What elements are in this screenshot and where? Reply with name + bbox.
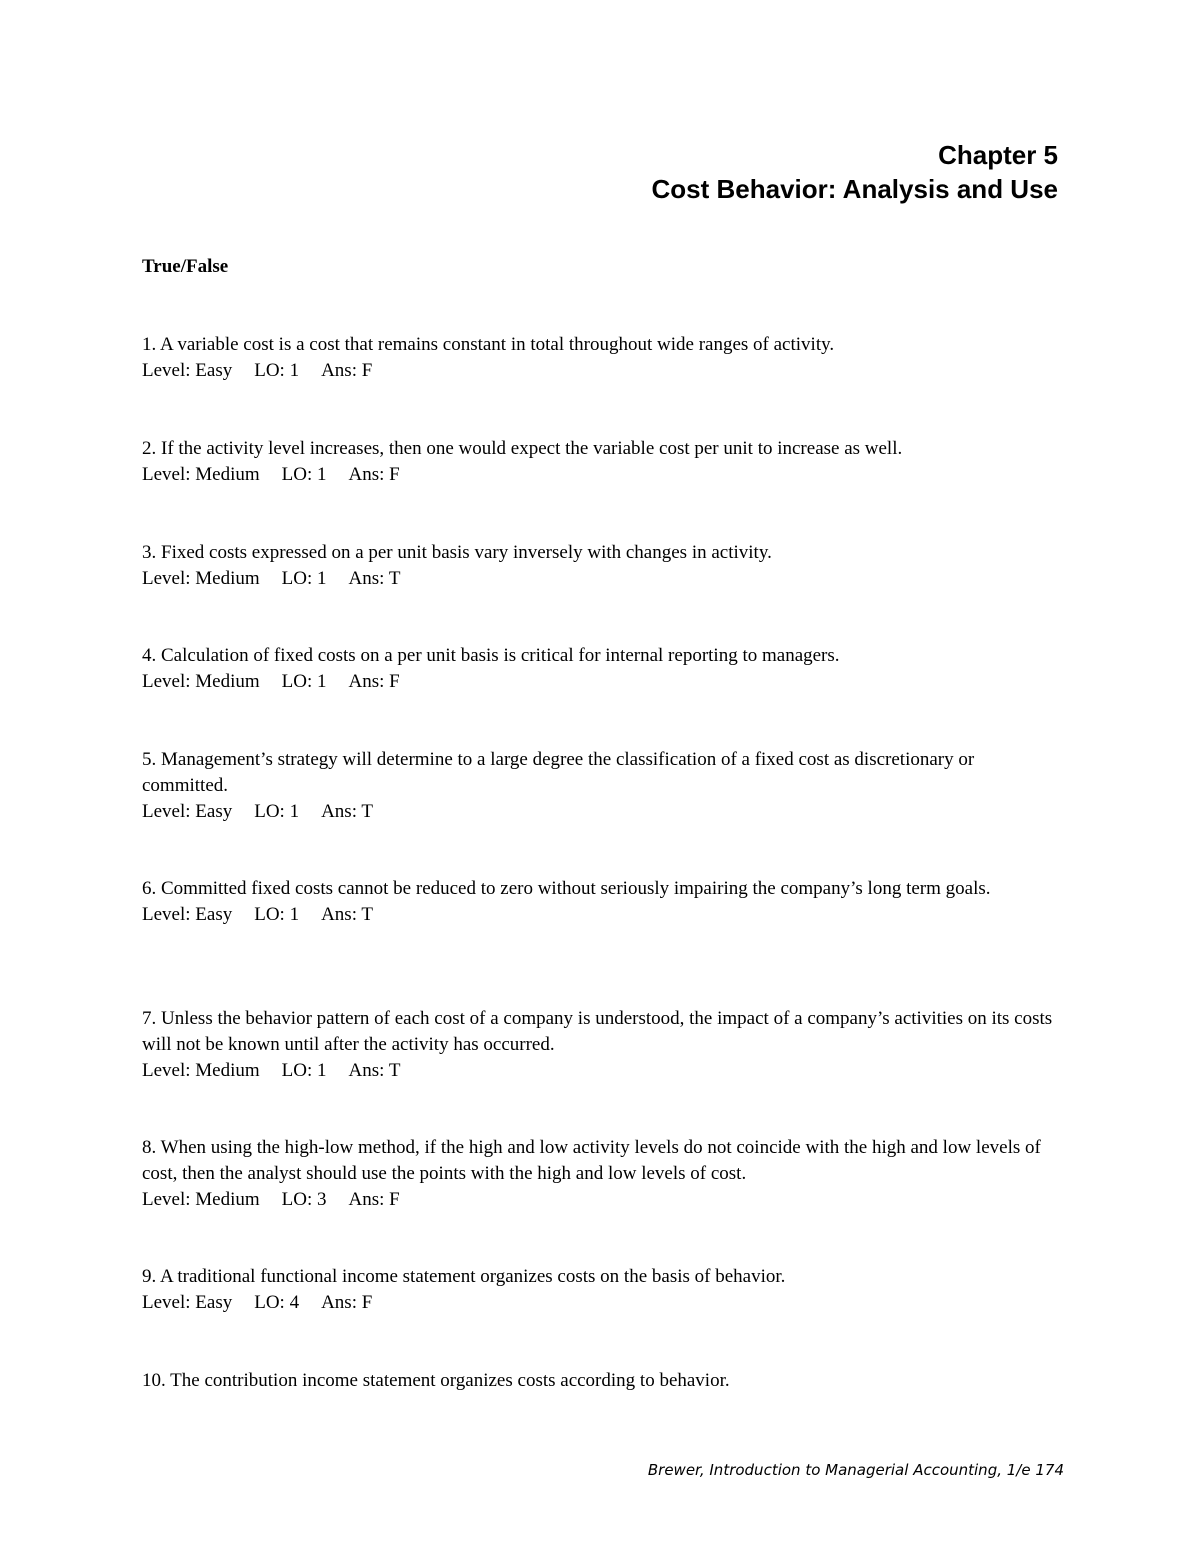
question-text: 9. A traditional functional income statement organizes costs on the basis of behavior. <box>142 1266 786 1287</box>
question-lo: LO: 1 <box>281 671 327 692</box>
question-meta <box>142 902 1062 928</box>
chapter-title: Cost Behavior: Analysis and Use <box>651 174 1058 204</box>
question-level: Level: Medium <box>142 1060 260 1081</box>
question-2 <box>142 436 1062 488</box>
question-level: Level: Medium <box>142 1189 260 1210</box>
question-meta <box>142 669 1062 695</box>
section-heading: True/False <box>142 256 229 277</box>
question-1 <box>142 332 1062 384</box>
question-answer: Ans: T <box>348 568 401 589</box>
question-level: Level: Medium <box>142 464 260 485</box>
question-answer: Ans: F <box>348 671 400 692</box>
chapter-header <box>652 138 1059 206</box>
question-6 <box>142 876 1062 928</box>
question-text: 4. Calculation of fixed costs on a per unit basis is critical for internal reporting to managers. <box>142 645 840 666</box>
question-meta <box>142 799 1062 825</box>
question-text: 5. Management’s strategy will determine to a large degree the classification of a fixed cost as discretionary or committed. <box>142 749 975 796</box>
chapter-number: Chapter 5 <box>938 140 1058 170</box>
question-meta <box>142 1058 1062 1084</box>
question-level: Level: Easy <box>142 1292 233 1313</box>
question-meta <box>142 358 1062 384</box>
question-meta <box>142 462 1062 488</box>
question-text: 7. Unless the behavior pattern of each cost of a company is understood, the impact of a company’s activities on its costs will not be known until after the activity has occurred. <box>142 1008 1053 1055</box>
question-level: Level: Easy <box>142 360 233 381</box>
question-answer: Ans: F <box>348 1189 400 1210</box>
question-answer: Ans: T <box>321 904 373 925</box>
question-answer: Ans: F <box>321 1292 373 1313</box>
question-answer: Ans: T <box>348 1060 401 1081</box>
question-text: 1. A variable cost is a cost that remains constant in total throughout wide ranges of activity. <box>142 334 835 355</box>
question-text: 6. Committed fixed costs cannot be reduced to zero without seriously impairing the company’s long term goals. <box>142 878 991 899</box>
question-text: 2. If the activity level increases, then one would expect the variable cost per unit to increase as well. <box>142 438 903 459</box>
question-lo: LO: 4 <box>254 1292 300 1313</box>
question-lo: LO: 1 <box>254 904 300 925</box>
question-7 <box>142 1006 1062 1084</box>
question-lo: LO: 1 <box>281 568 327 589</box>
question-meta <box>142 566 1062 592</box>
question-4 <box>142 643 1062 695</box>
question-text: 3. Fixed costs expressed on a per unit basis vary inversely with changes in activity. <box>142 542 772 563</box>
question-level: Level: Easy <box>142 801 233 822</box>
question-9 <box>142 1264 1062 1316</box>
footer-citation: Brewer, Introduction to Managerial Accounting, 1/e <box>647 1461 1031 1479</box>
question-level: Level: Medium <box>142 568 260 589</box>
question-level: Level: Easy <box>142 904 233 925</box>
question-meta <box>142 1187 1062 1213</box>
question-answer: Ans: F <box>321 360 373 381</box>
question-lo: LO: 1 <box>281 1060 327 1081</box>
question-lo: LO: 1 <box>254 801 300 822</box>
question-text: 8. When using the high-low method, if the high and low activity levels do not coincide with the high and low levels of cost, then the analyst should use the points with the high and low levels of cost. <box>142 1137 1041 1184</box>
question-10 <box>142 1368 1062 1394</box>
question-answer: Ans: T <box>321 801 373 822</box>
question-3 <box>142 540 1062 592</box>
question-5 <box>142 747 1062 825</box>
question-text: 10. The contribution income statement organizes costs according to behavior. <box>142 1370 730 1391</box>
question-lo: LO: 1 <box>281 464 327 485</box>
question-level: Level: Medium <box>142 671 260 692</box>
question-answer: Ans: F <box>348 464 400 485</box>
question-lo: LO: 1 <box>254 360 300 381</box>
question-meta <box>142 1290 1062 1316</box>
page-footer <box>648 1459 1064 1481</box>
page-number: 174 <box>1035 1461 1064 1479</box>
question-lo: LO: 3 <box>281 1189 327 1210</box>
question-8 <box>142 1135 1062 1213</box>
